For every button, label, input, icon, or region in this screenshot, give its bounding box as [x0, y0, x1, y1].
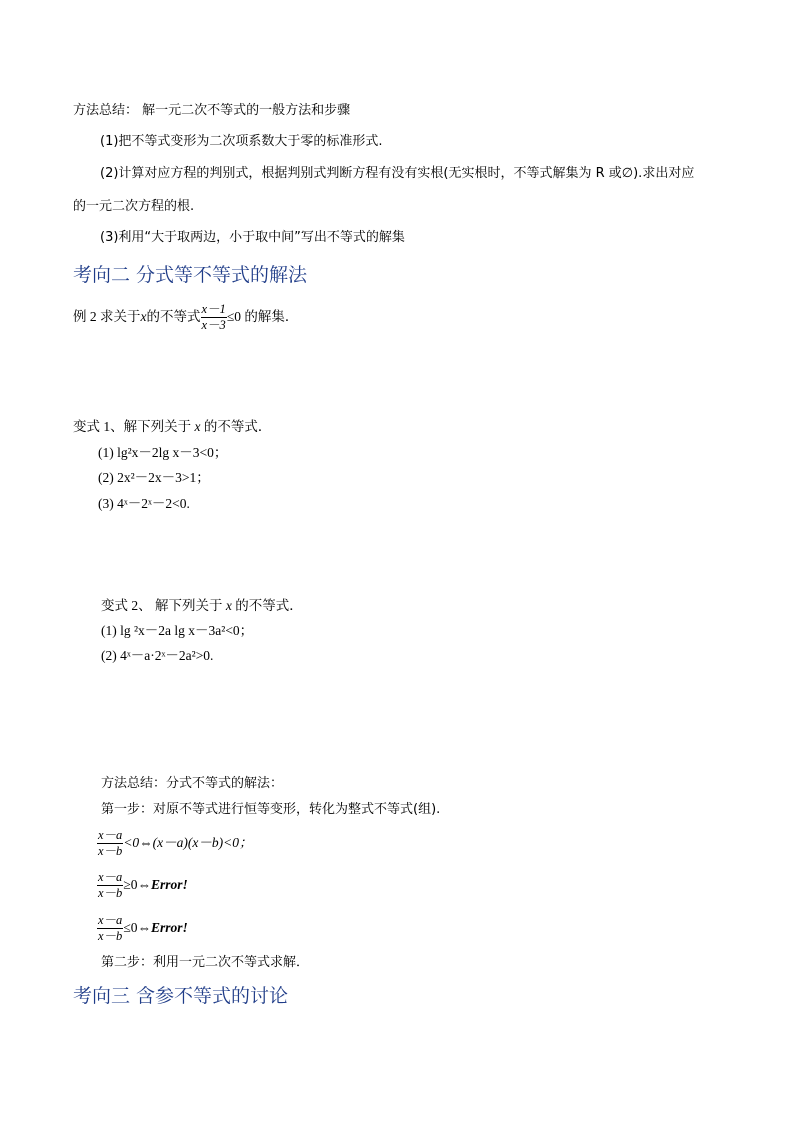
example2-suffix: ≤0 的解集． — [226, 309, 299, 324]
variant2-item2: (2) 4ˣ－a·2ˣ－2a²>0. — [101, 648, 214, 663]
example2-var: x — [140, 309, 147, 324]
summary2-rule1 — [97, 826, 253, 860]
summary1-step1: (1)把不等式变形为二次项系数大于零的标准形式. — [100, 134, 383, 149]
summary1-title: 方法总结： 解一元二次不等式的一般方法和步骤 — [73, 103, 351, 118]
section3-heading: 考向三 含参不等式的讨论 — [73, 985, 289, 1007]
section2-heading: 考向二 分式等不等式的解法 — [73, 264, 308, 286]
summary2-title: 方法总结：分式不等式的解法： — [101, 776, 284, 791]
rule2-error: Error! — [150, 877, 188, 892]
example2-prefix: 例 2 求关于 — [73, 309, 141, 324]
variant2-item1: (1) lg ²x－2a lg x－3a²<0； — [101, 623, 254, 638]
summary2-step2: 第二步：利用一元二次不等式求解． — [101, 955, 310, 970]
summary1-step3: (3)利用“大于取两边，小于取中间”写出不等式的解集 — [100, 230, 405, 245]
example2-frac-den: x－3 — [201, 317, 226, 332]
rule2-fraction — [97, 871, 123, 900]
rule1-expression: <0⇔(x－a)(x－b)<0； — [123, 835, 253, 850]
rule3-frac-den: x－b — [98, 928, 123, 943]
summary1-step2-line2: 的一元二次方程的根. — [73, 199, 195, 214]
variant1-title — [73, 419, 271, 435]
example2-frac-num: x－1 — [201, 301, 226, 316]
example2-fraction — [201, 303, 227, 332]
rule2-op: ≥0⇔ — [123, 877, 151, 892]
variant1-item3: (3) 4ˣ－2ˣ－2<0. — [98, 496, 190, 511]
rule3-frac-num: x－a — [98, 912, 123, 927]
rule3-fraction — [97, 914, 123, 943]
variant2-title-prefix: 变式 2、 解下列关于 — [101, 598, 226, 613]
variant1-item1: (1) lg²x－2lg x－3<0； — [98, 445, 228, 460]
summary2-rule2 — [97, 868, 188, 902]
variant2-title-var: x — [225, 598, 232, 613]
rule2-frac-num: x－a — [98, 869, 123, 884]
variant1-title-suffix: 的不等式． — [200, 419, 272, 434]
summary2-step1: 第一步：对原不等式进行恒等变形，转化为整式不等式(组). — [101, 802, 441, 817]
rule1-fraction — [97, 829, 123, 858]
summary2-rule3 — [97, 911, 188, 945]
rule1-frac-den: x－b — [98, 843, 123, 858]
variant2-title — [101, 598, 303, 614]
rule1-frac-num: x－a — [98, 827, 123, 842]
rule2-frac-den: x－b — [98, 885, 123, 900]
example2 — [73, 300, 298, 334]
summary1-step2-line1: (2)计算对应方程的判别式，根据判别式判断方程有没有实根(无实根时，不等式解集为 R 或∅).求出对应 — [100, 166, 695, 181]
rule3-op: ≤0⇔ — [123, 920, 151, 935]
variant1-title-prefix: 变式 1、解下列关于 — [73, 419, 195, 434]
variant1-title-var: x — [194, 419, 201, 434]
variant2-title-suffix: 的不等式． — [231, 598, 303, 613]
rule3-error: Error! — [150, 920, 188, 935]
variant1-item2: (2) 2x²－2x－3>1； — [98, 470, 210, 485]
example2-mid: 的不等式 — [146, 309, 201, 324]
